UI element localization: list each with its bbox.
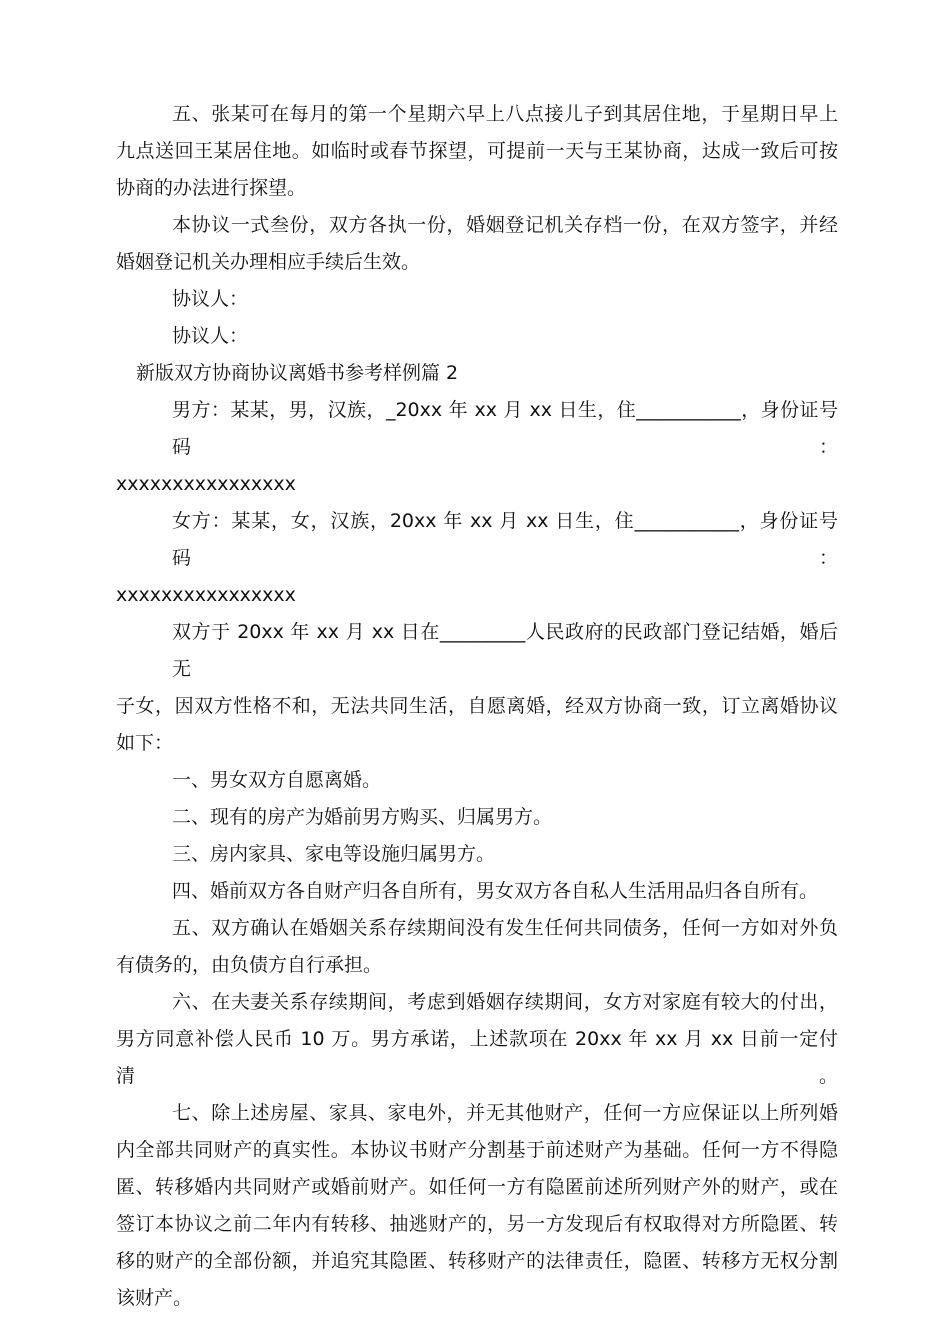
effectiveness-line-1: 本协议一式叁份，双方各执一份，婚姻登记机关存档一份，在双方签字，并经	[172, 214, 838, 236]
signatory-line-1: 协议人：	[172, 288, 249, 310]
clause-4: 四、婚前双方各自财产归各自所有，男女双方各自私人生活用品归各自所有。	[172, 880, 819, 902]
clause-5-visitation-line-3: 协商的办法进行探望。	[116, 177, 307, 199]
preamble-line-1: 双方于 20xx 年 xx 月 xx 日在_________人民政府的民政部门登记结婚，婚后无	[172, 621, 838, 680]
document-page	[116, 96, 838, 1317]
preamble-line-2: 子女，因双方性格不和，无法共同生活，自愿离婚，经双方协商一致，订立离婚协议	[116, 695, 838, 717]
clause-7-line-3: 匿、转移婚内共同财产或婚前财产。如任何一方有隐匿前述所列财产外的财产，或在	[116, 1176, 838, 1198]
clause-1: 一、男女双方自愿离婚。	[172, 769, 382, 791]
clause-2: 二、现有的房产为婚前男方购买、归属男方。	[172, 806, 553, 828]
clause-5-line-2: 有债务的，由负债方自行承担。	[116, 954, 383, 976]
preamble-line-3: 如下：	[116, 732, 174, 754]
clause-7-line-6: 该财产。	[116, 1287, 193, 1309]
clause-3: 三、房内家具、家电等设施归属男方。	[172, 843, 496, 865]
clause-6-line-1: 六、在夫妻关系存续期间，考虑到婚姻存续期间，女方对家庭有较大的付出，	[172, 991, 838, 1013]
clause-7-line-1: 七、除上述房屋、家具、家电外，并无其他财产，任何一方应保证以上所列婚	[172, 1102, 838, 1124]
clause-6-line-2: 男方同意补偿人民币 10 万。男方承诺，上述款项在 20xx 年 xx 月 xx 日前一定付清。	[116, 1028, 838, 1087]
female-party-id-number: xxxxxxxxxxxxxxxx	[116, 584, 296, 606]
effectiveness-line-2: 婚姻登记机关办理相应手续后生效。	[116, 251, 421, 273]
male-party-line-1: 男方：某某，男，汉族，_20xx 年 xx 月 xx 日生，住___________，身份证号码：	[172, 399, 838, 458]
signatory-line-2: 协议人：	[172, 325, 249, 347]
female-party-line-1: 女方：某某，女，汉族，20xx 年 xx 月 xx 日生，住___________，身份证号码：	[172, 510, 838, 569]
male-party-id-number: xxxxxxxxxxxxxxxx	[116, 473, 296, 495]
clause-5-visitation-line-2: 九点送回王某居住地。如临时或春节探望，可提前一天与王某协商，达成一致后可按	[116, 140, 838, 162]
clause-5-line-1: 五、双方确认在婚姻关系存续期间没有发生任何共同债务，任何一方如对外负	[172, 917, 838, 939]
clause-5-visitation-line-1: 五、张某可在每月的第一个星期六早上八点接儿子到其居住地，于星期日早上	[172, 103, 838, 125]
section-title: 新版双方协商协议离婚书参考样例篇 2	[136, 362, 459, 384]
clause-7-line-4: 签订本协议之前二年内有转移、抽逃财产的，另一方发现后有权取得对方所隐匿、转	[116, 1213, 838, 1235]
clause-7-line-5: 移的财产的全部份额，并追究其隐匿、转移财产的法律责任，隐匿、转移方无权分割	[116, 1250, 838, 1272]
clause-7-line-2: 内全部共同财产的真实性。本协议书财产分割基于前述财产为基础。任何一方不得隐	[116, 1139, 838, 1161]
